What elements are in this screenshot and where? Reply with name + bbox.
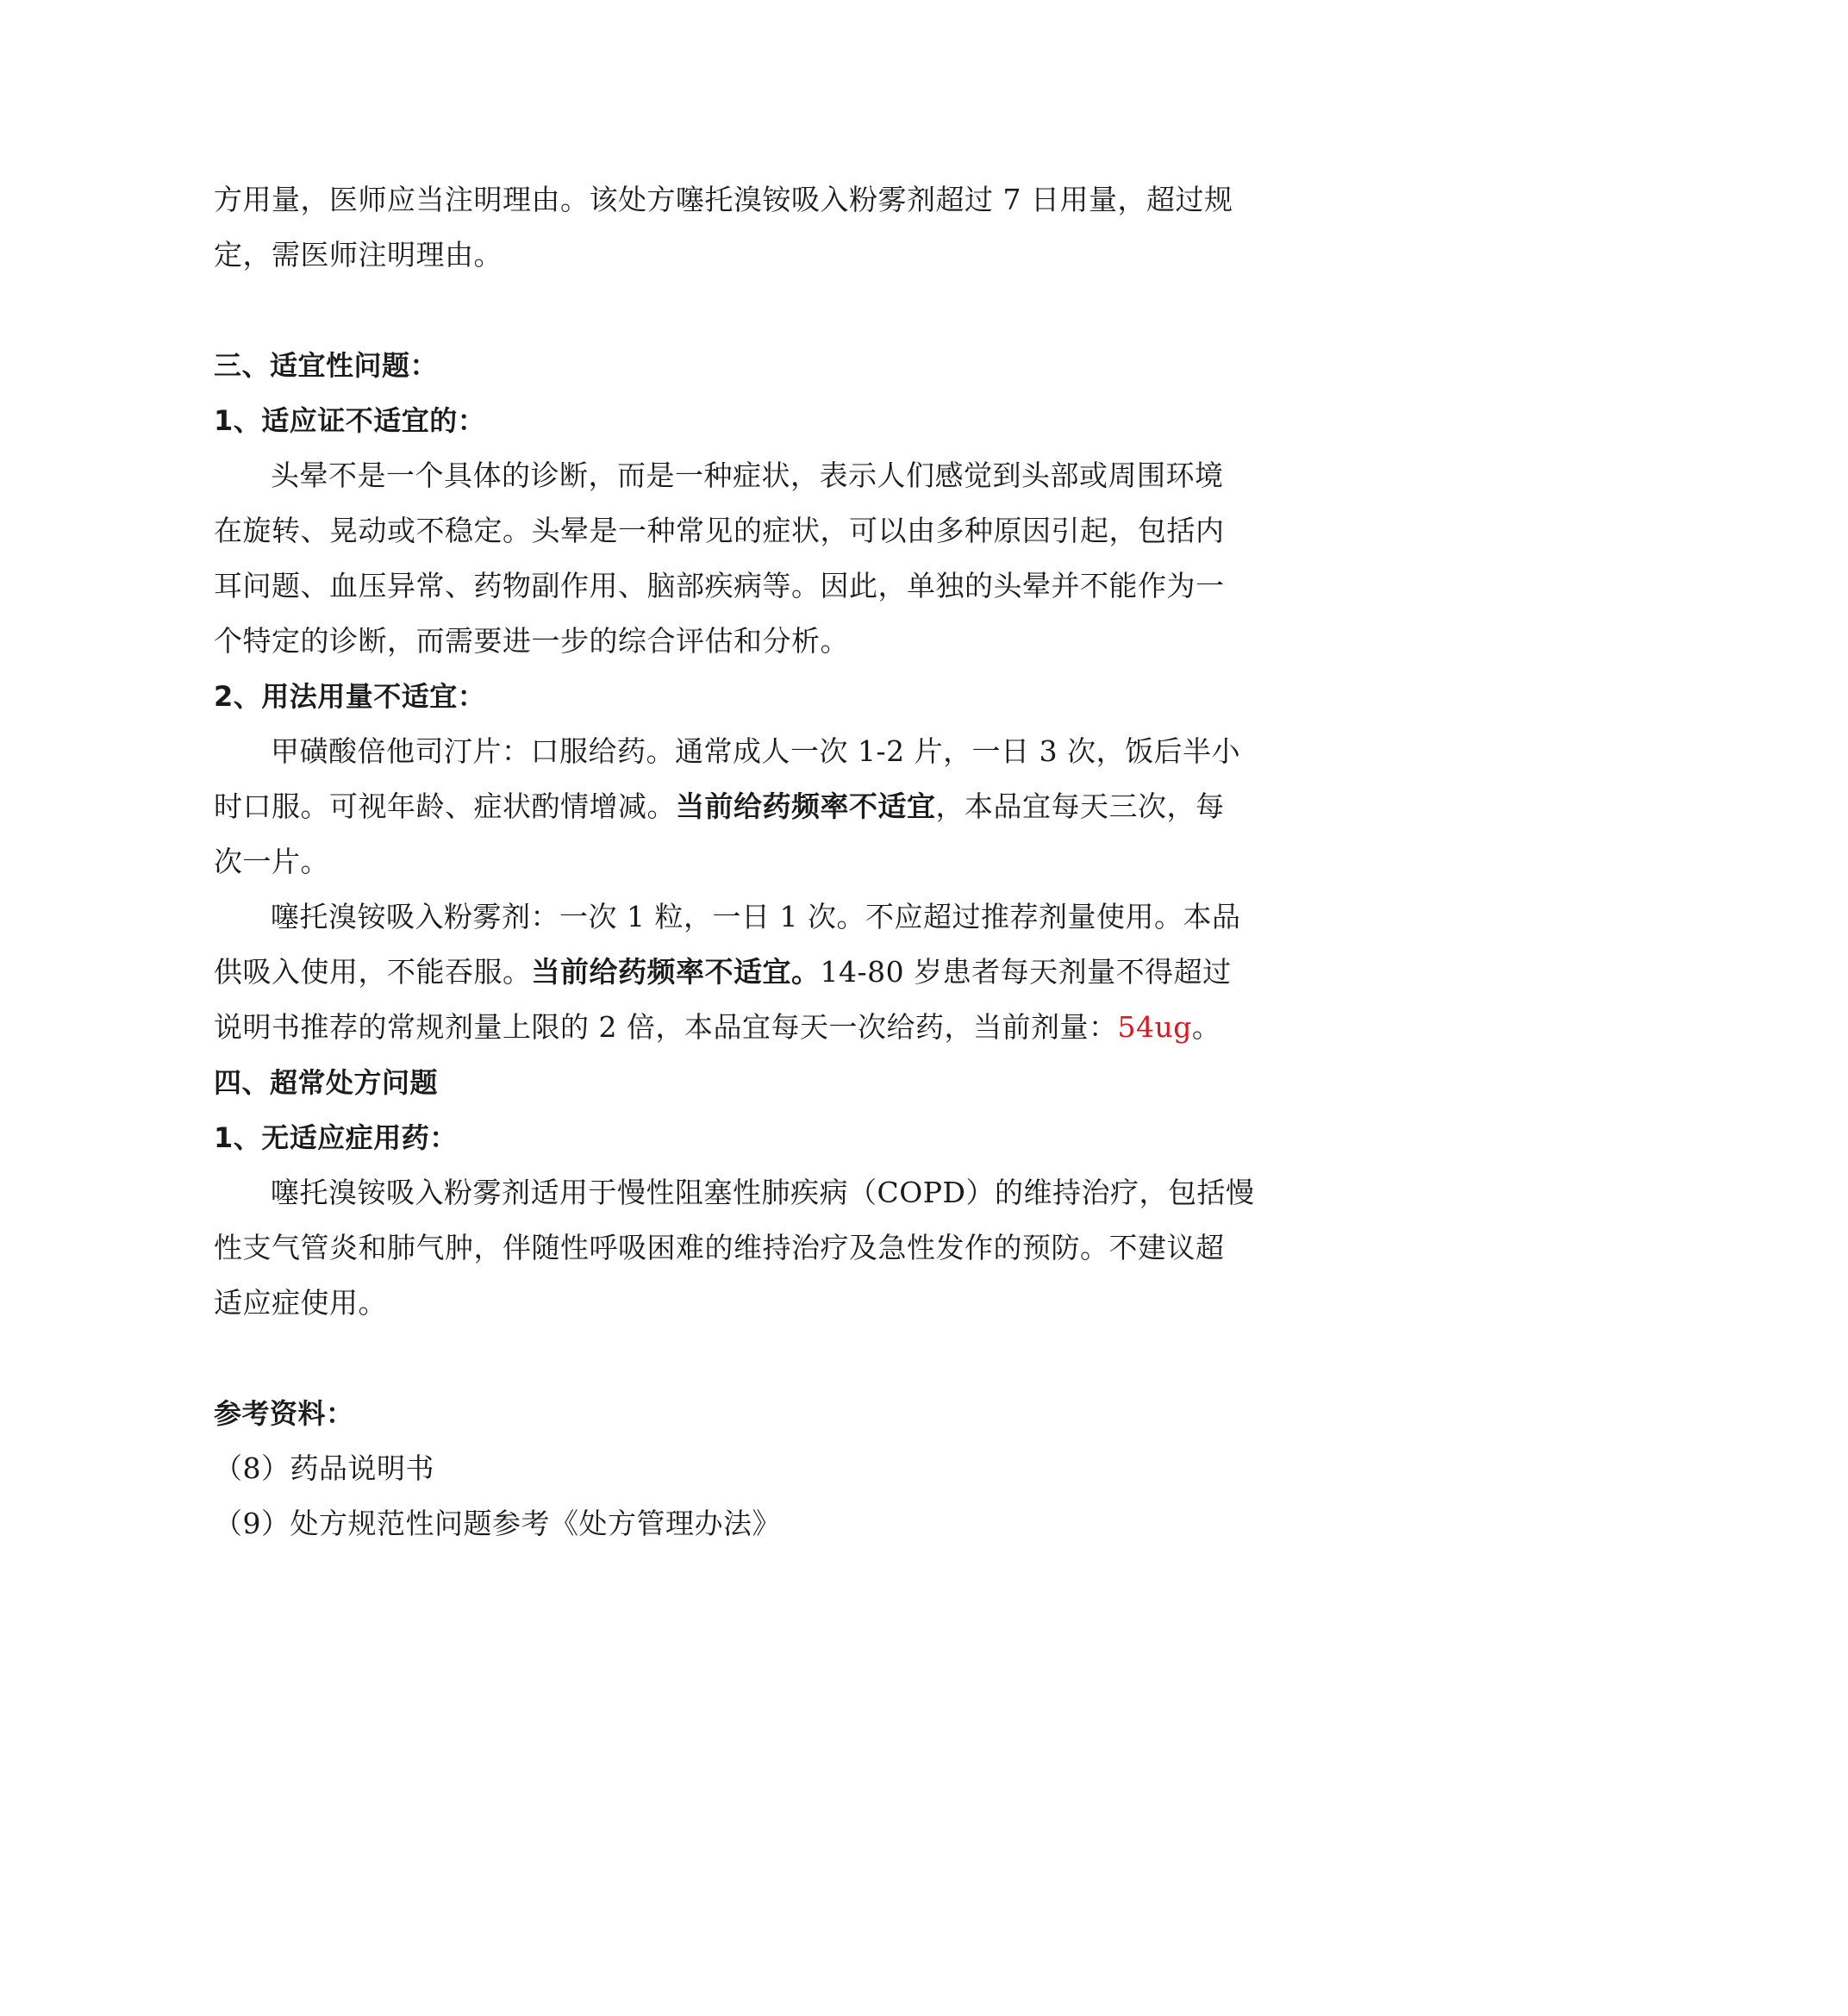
references-heading: 参考资料： bbox=[214, 1397, 354, 1430]
document-page bbox=[214, 172, 1255, 1551]
bold-text-run: 当前给药频率不适宜。 bbox=[531, 955, 821, 989]
text-run: 说明书推荐的常规剂量上限的 2 倍，本品宜每天一次给药，当前剂量： bbox=[214, 1010, 1118, 1044]
text-run: 时口服。可视年龄、症状酌情增减。 bbox=[214, 790, 676, 823]
paragraph-line: 噻托溴铵吸入粉雾剂适用于慢性阻塞性肺疾病（COPD）的维持治疗，包括慢 bbox=[271, 1176, 1255, 1209]
paragraph-line: 在旋转、晃动或不稳定。头晕是一种常见的症状，可以由多种原因引起，包括内 bbox=[214, 514, 1225, 547]
spacer bbox=[214, 1331, 1207, 1386]
subsection-heading: 1、无适应症用药： bbox=[214, 1121, 458, 1154]
reference-item: （8）药品说明书 bbox=[214, 1451, 434, 1485]
paragraph-line: 方用量，医师应当注明理由。该处方噻托溴铵吸入粉雾剂超过 7 日用量，超过规 bbox=[214, 183, 1233, 216]
paragraph-line bbox=[214, 945, 1232, 1000]
paragraph-line bbox=[214, 1000, 1221, 1055]
section-heading: 三、适宜性问题： bbox=[214, 349, 439, 382]
dose-value-highlight: 54ug bbox=[1117, 1010, 1192, 1044]
reference-item: （9）处方规范性问题参考《处方管理办法》 bbox=[214, 1507, 781, 1540]
text-run: 14-80 岁患者每天剂量不得超过 bbox=[820, 955, 1232, 989]
bold-text-run: 当前给药频率不适宜 bbox=[676, 790, 936, 823]
paragraph-line bbox=[214, 779, 1225, 834]
paragraph-line: 性支气管炎和肺气肿，伴随性呼吸困难的维持治疗及急性发作的预防。不建议超 bbox=[214, 1231, 1225, 1264]
paragraph-line: 耳问题、血压异常、药物副作用、脑部疾病等。因此，单独的头晕并不能作为一 bbox=[214, 569, 1225, 602]
paragraph-line: 噻托溴铵吸入粉雾剂：一次 1 粒，一日 1 次。不应超过推荐剂量使用。本品 bbox=[271, 900, 1241, 933]
paragraph-line: 定，需医师注明理由。 bbox=[214, 238, 503, 272]
text-run: ，本品宜每天三次，每 bbox=[935, 790, 1225, 823]
text-run: 供吸入使用，不能吞服。 bbox=[214, 955, 532, 989]
paragraph-line: 个特定的诊断，而需要进一步的综合评估和分析。 bbox=[214, 624, 849, 658]
paragraph-line: 次一片。 bbox=[214, 845, 329, 878]
paragraph-line: 头晕不是一个具体的诊断，而是一种症状，表示人们感觉到头部或周围环境 bbox=[271, 459, 1224, 492]
subsection-heading: 2、用法用量不适宜： bbox=[214, 680, 486, 713]
paragraph-line: 适应症使用。 bbox=[214, 1286, 387, 1320]
text-run: 。 bbox=[1191, 1010, 1221, 1044]
spacer bbox=[214, 283, 1207, 338]
section-heading: 四、超常处方问题 bbox=[214, 1066, 439, 1099]
paragraph-line: 甲磺酸倍他司汀片：口服给药。通常成人一次 1-2 片，一日 3 次，饭后半小 bbox=[271, 734, 1241, 768]
subsection-heading: 1、适应证不适宜的： bbox=[214, 404, 486, 437]
